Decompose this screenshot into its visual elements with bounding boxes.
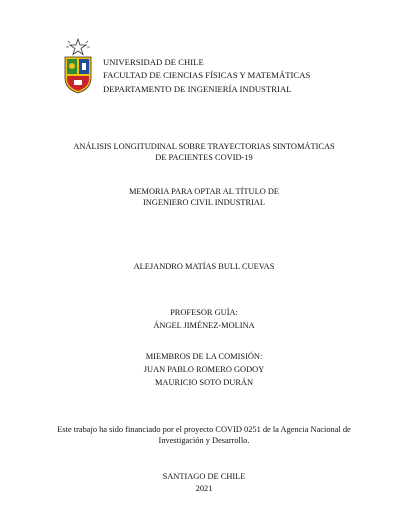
degree-line-1: MEMORIA PARA OPTAR AL TÍTULO DE <box>128 187 279 196</box>
thesis-title-line-2: DE PACIENTES COVID-19 <box>155 153 253 162</box>
funding-line-1: Este trabajo ha sido financiado por el proyecto COVID 0251 de la Agencia Nacional de <box>57 425 351 434</box>
department-name: DEPARTAMENTO DE INGENIERÍA INDUSTRIAL <box>103 83 292 94</box>
committee-heading: MIEMBROS DE LA COMISIÓN: <box>145 352 263 361</box>
year-label: 2021 <box>195 484 213 493</box>
committee-member: MAURICIO SOTO DURÁN <box>154 378 254 387</box>
committee-member: JUAN PABLO ROMERO GODOY <box>143 365 265 374</box>
author-name: ALEJANDRO MATÍAS BULL CUEVAS <box>133 262 275 271</box>
faculty-name: FACULTAD DE CIENCIAS FÍSICAS Y MATEMÁTICAS <box>103 70 311 81</box>
thesis-title-line-1: ANÁLISIS LONGITUDINAL SOBRE TRAYECTORIAS SINTOMÁTICAS <box>73 142 335 151</box>
degree-statement <box>0 186 408 208</box>
funding-line-2: Investigación y Desarrollo. <box>158 436 250 445</box>
university-name: UNIVERSIDAD DE CHILE <box>103 57 204 67</box>
institution-header <box>103 56 310 96</box>
advisor-heading: PROFESOR GUÍA: <box>170 308 238 317</box>
advisor-name: ÁNGEL JIMÉNEZ-MOLINA <box>153 321 255 330</box>
seal-star-icon <box>66 38 90 55</box>
city-label: SANTIAGO DE CHILE <box>162 472 246 481</box>
thesis-title <box>0 141 408 163</box>
university-seal-icon <box>62 38 94 94</box>
seal-shield-icon <box>65 57 91 93</box>
degree-line-2: INGENIERO CIVIL INDUSTRIAL <box>142 198 266 207</box>
funding-statement <box>0 424 408 446</box>
